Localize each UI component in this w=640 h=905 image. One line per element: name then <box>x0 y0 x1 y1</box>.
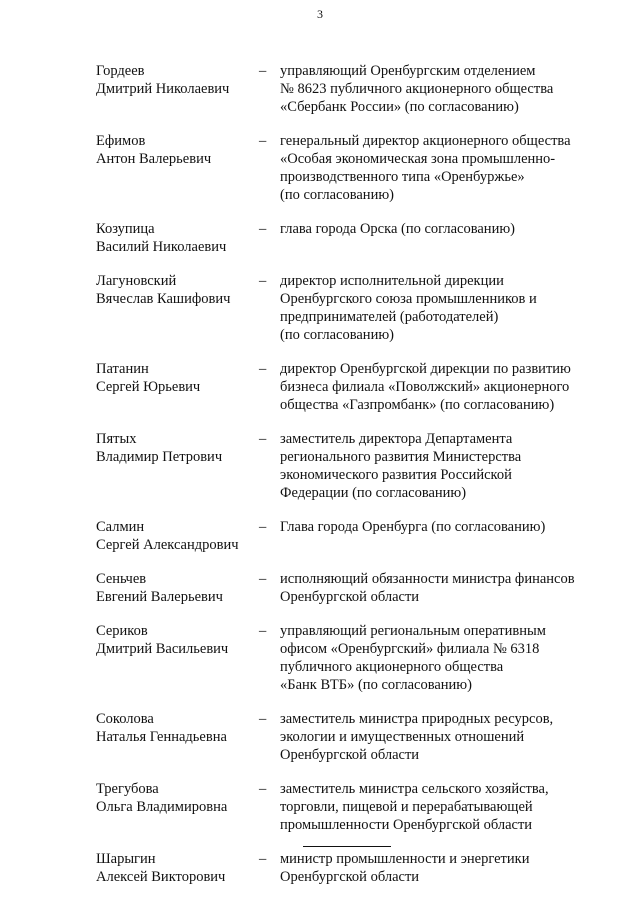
list-item <box>0 850 640 886</box>
member-surname: Пятых <box>96 431 137 447</box>
role-line: Глава города Оренбурга (по согласованию) <box>280 519 546 535</box>
role-line: (по согласованию) <box>280 327 394 343</box>
end-rule <box>303 846 391 847</box>
role-line: Федерации (по согласованию) <box>280 485 467 501</box>
role-line: генеральный директор акционерного общества <box>280 133 571 149</box>
role-line: заместитель директора Департамента <box>280 431 513 447</box>
member-surname: Гордеев <box>96 63 145 79</box>
role-line: заместитель министра природных ресурсов, <box>280 711 554 727</box>
role-line: Оренбургской области <box>280 747 420 763</box>
role-line: министр промышленности и энергетики <box>280 851 530 867</box>
role-line: управляющий региональным оперативным <box>280 623 546 639</box>
member-name <box>96 622 256 658</box>
member-name <box>96 430 256 466</box>
dash-separator: – <box>259 273 267 289</box>
member-surname: Трегубова <box>96 781 159 797</box>
member-role <box>280 518 600 536</box>
role-line: «Особая экономическая зона промышленно- <box>280 151 556 167</box>
member-surname: Козупица <box>96 221 155 237</box>
list-item <box>0 272 640 344</box>
list-item <box>0 570 640 606</box>
member-given-name: Владимир Петрович <box>96 449 223 465</box>
member-given-name: Сергей Юрьевич <box>96 379 201 395</box>
role-line: директор Оренбургской дирекции по развитию <box>280 361 571 377</box>
role-line: общества «Газпромбанк» (по согласованию) <box>280 397 555 413</box>
dash-separator: – <box>259 221 267 237</box>
dash-separator: – <box>259 623 267 639</box>
member-role <box>280 360 600 414</box>
role-line: промышленности Оренбургской области <box>280 817 533 833</box>
member-role <box>280 132 600 204</box>
member-role <box>280 62 600 116</box>
dash-separator: – <box>259 361 267 377</box>
member-role <box>280 272 600 344</box>
member-name <box>96 780 256 816</box>
member-surname: Ефимов <box>96 133 146 149</box>
member-name <box>96 62 256 98</box>
role-line: № 8623 публичного акционерного общества <box>280 81 554 97</box>
role-line: регионального развития Министерства <box>280 449 522 465</box>
list-item <box>0 62 640 116</box>
role-line: предпринимателей (работодателей) <box>280 309 499 325</box>
member-name <box>96 710 256 746</box>
member-role <box>280 570 600 606</box>
member-surname: Шарыгин <box>96 851 156 867</box>
page-number: 3 <box>317 7 323 21</box>
dash-separator: – <box>259 133 267 149</box>
role-line: директор исполнительной дирекции <box>280 273 504 289</box>
member-surname: Лагуновский <box>96 273 177 289</box>
role-line: Оренбургской области <box>280 869 420 885</box>
dash-separator: – <box>259 711 267 727</box>
member-role <box>280 850 600 886</box>
list-item <box>0 430 640 502</box>
role-line: глава города Орска (по согласованию) <box>280 221 515 237</box>
member-surname: Сериков <box>96 623 148 639</box>
list-item <box>0 518 640 554</box>
member-given-name: Наталья Геннадьевна <box>96 729 227 745</box>
member-given-name: Антон Валерьевич <box>96 151 212 167</box>
role-line: публичного акционерного общества <box>280 659 504 675</box>
role-line: исполняющий обязанности министра финансов <box>280 571 575 587</box>
member-name <box>96 220 256 256</box>
role-line: Оренбургской области <box>280 589 420 605</box>
member-role <box>280 430 600 502</box>
role-line: экономического развития Российской <box>280 467 512 483</box>
role-line: «Сбербанк России» (по согласованию) <box>280 99 519 115</box>
member-surname: Патанин <box>96 361 149 377</box>
role-line: заместитель министра сельского хозяйства, <box>280 781 549 797</box>
list-item <box>0 220 640 256</box>
list-item <box>0 622 640 694</box>
member-name <box>96 360 256 396</box>
dash-separator: – <box>259 781 267 797</box>
member-given-name: Сергей Александрович <box>96 537 239 553</box>
role-line: Оренбургского союза промышленников и <box>280 291 537 307</box>
member-given-name: Вячеслав Кашифович <box>96 291 231 307</box>
role-line: управляющий Оренбургским отделением <box>280 63 536 79</box>
member-given-name: Алексей Викторович <box>96 869 226 885</box>
member-name <box>96 570 256 606</box>
member-surname: Соколова <box>96 711 154 727</box>
role-line: (по согласованию) <box>280 187 394 203</box>
member-name <box>96 272 256 308</box>
role-line: «Банк ВТБ» (по согласованию) <box>280 677 472 693</box>
dash-separator: – <box>259 63 267 79</box>
list-item <box>0 780 640 834</box>
member-name <box>96 132 256 168</box>
dash-separator: – <box>259 571 267 587</box>
dash-separator: – <box>259 431 267 447</box>
member-given-name: Ольга Владимировна <box>96 799 228 815</box>
role-line: торговли, пищевой и перерабатывающей <box>280 799 533 815</box>
member-name <box>96 850 256 886</box>
member-given-name: Евгений Валерьевич <box>96 589 223 605</box>
member-given-name: Дмитрий Васильевич <box>96 641 229 657</box>
role-line: бизнеса филиала «Поволжский» акционерного <box>280 379 570 395</box>
list-item <box>0 132 640 204</box>
member-surname: Сеньчев <box>96 571 147 587</box>
member-role <box>280 622 600 694</box>
list-item <box>0 710 640 764</box>
member-role <box>280 780 600 834</box>
member-name <box>96 518 256 554</box>
member-given-name: Василий Николаевич <box>96 239 227 255</box>
dash-separator: – <box>259 851 267 867</box>
member-role <box>280 710 600 764</box>
role-line: экологии и имущественных отношений <box>280 729 525 745</box>
dash-separator: – <box>259 519 267 535</box>
member-list <box>0 62 640 902</box>
member-given-name: Дмитрий Николаевич <box>96 81 230 97</box>
list-item <box>0 360 640 414</box>
role-line: офисом «Оренбургский» филиала № 6318 <box>280 641 540 657</box>
member-role <box>280 220 600 238</box>
member-surname: Салмин <box>96 519 145 535</box>
role-line: производственного типа «Оренбуржье» <box>280 169 525 185</box>
